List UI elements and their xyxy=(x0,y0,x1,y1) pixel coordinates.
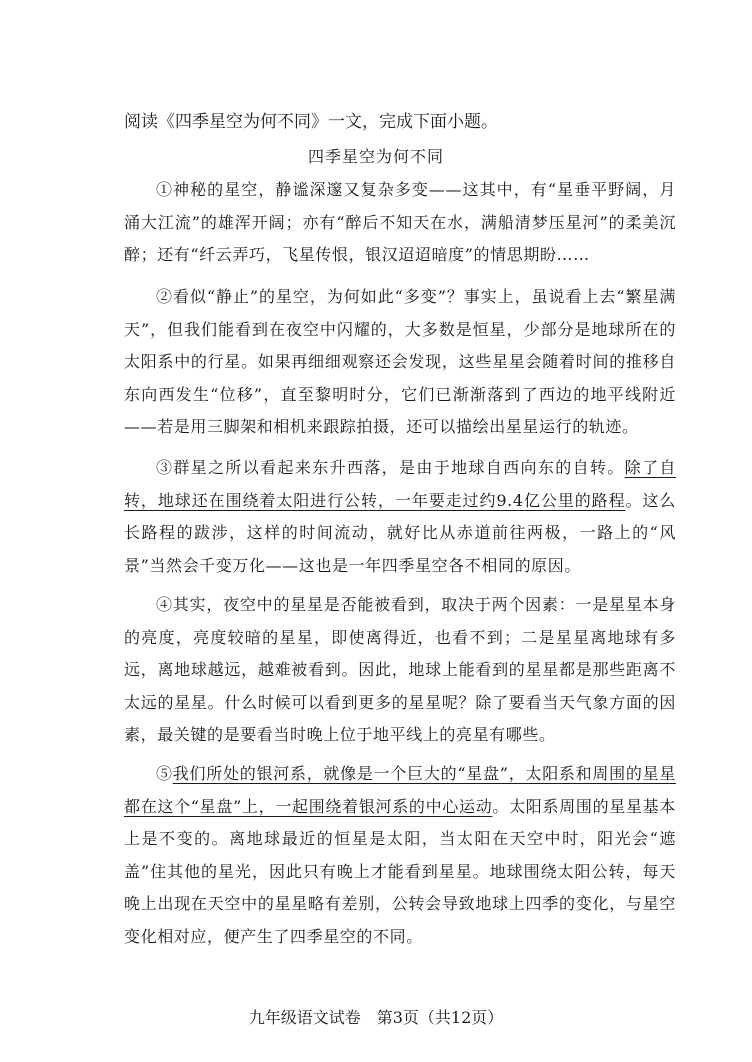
paragraph-3 xyxy=(124,452,676,582)
paragraph-2 xyxy=(124,281,676,444)
paragraph-4-text: ④其实，夜空中的星星是否能被看到，取决于两个因素：一是星星本身的亮度，亮度较暗的星星，即使离得近，也看不到；二是星星离地球有多远，离地球越远，越难被看到。因此，地球上能看到的星星都是那些距离不太远的星星。什么时候可以看到更多的星星呢？除了要看当天气象方面的因素，最关键的是要看当时晚上位于地平线上的亮星有哪些。 xyxy=(124,595,676,744)
paragraph-3-text-start: ③群星之所以看起来东升西落，是由于地球自西向东的自转。 xyxy=(156,458,625,477)
paragraph-5-text-end: 。太阳系周围的星星基本上是不变的。离地球最近的恒星是太阳，当太阳在天空中时，阳光会“遮盖”住其他的星光，因此只有晚上才能看到星星。地球围绕太阳公转，每天晚上出现在天空中的星星略有差别，公转会导致地球上四季的变化，与星空变化相对应，便产生了四季星空的不同。 xyxy=(124,796,676,946)
reading-instruction: 阅读《四季星空为何不同》一文，完成下面小题。 xyxy=(124,112,498,132)
paragraph-3-underlined-sentence: 除了自转，地球还在围绕着太阳进行公转，一年要走过约9.4亿公里的路程 xyxy=(124,458,676,510)
paragraph-5-underlined-sentence: 我们所处的银河系，就像是一个巨大的“星盘”，太阳系和周围的星星都在这个“星盘”上，一起围绕着银河系的中心运动 xyxy=(124,764,676,816)
paragraph-4 xyxy=(124,589,676,752)
paragraph-3-text-end: 。这么长路程的跋涉，这样的时间流动，就好比从赤道前往两极，一路上的“风景”当然会千变万化——这也是一年四季星空各不相同的原因。 xyxy=(124,490,677,575)
page-footer: 九年级语文试卷 第3页（共12页） xyxy=(248,1008,504,1027)
paragraph-5 xyxy=(124,758,676,953)
paragraph-2-text: ②看似“静止”的星空，为何如此“多变”？事实上，虽说看上去“繁星满天”，但我们能看到在夜空中闪耀的，大多数是恒星，少部分是地球所在的太阳系中的行星。如果再细细观察还会发现，这些星星会随着时间的推移自东向西发生“位移”，直至黎明时分，它们已渐渐落到了西边的地平线附近——若是用三脚架和相机来跟踪拍摄，还可以描绘出星星运行的轨迹。 xyxy=(124,287,676,436)
paragraph-1 xyxy=(124,174,676,272)
paragraph-5-number: ⑤ xyxy=(156,764,173,783)
article-title: 四季星空为何不同 xyxy=(307,147,444,166)
paragraph-1-text: ①神秘的星空，静谧深邃又复杂多变——这其中，有“星垂平野阔，月涌大江流”的雄浑开阔；亦有“醉后不知天在水，满船清梦压星河”的柔美沉醉；还有“纤云弄巧，飞星传恨，银汉迢迢暗度”的情思期盼…… xyxy=(124,180,676,264)
